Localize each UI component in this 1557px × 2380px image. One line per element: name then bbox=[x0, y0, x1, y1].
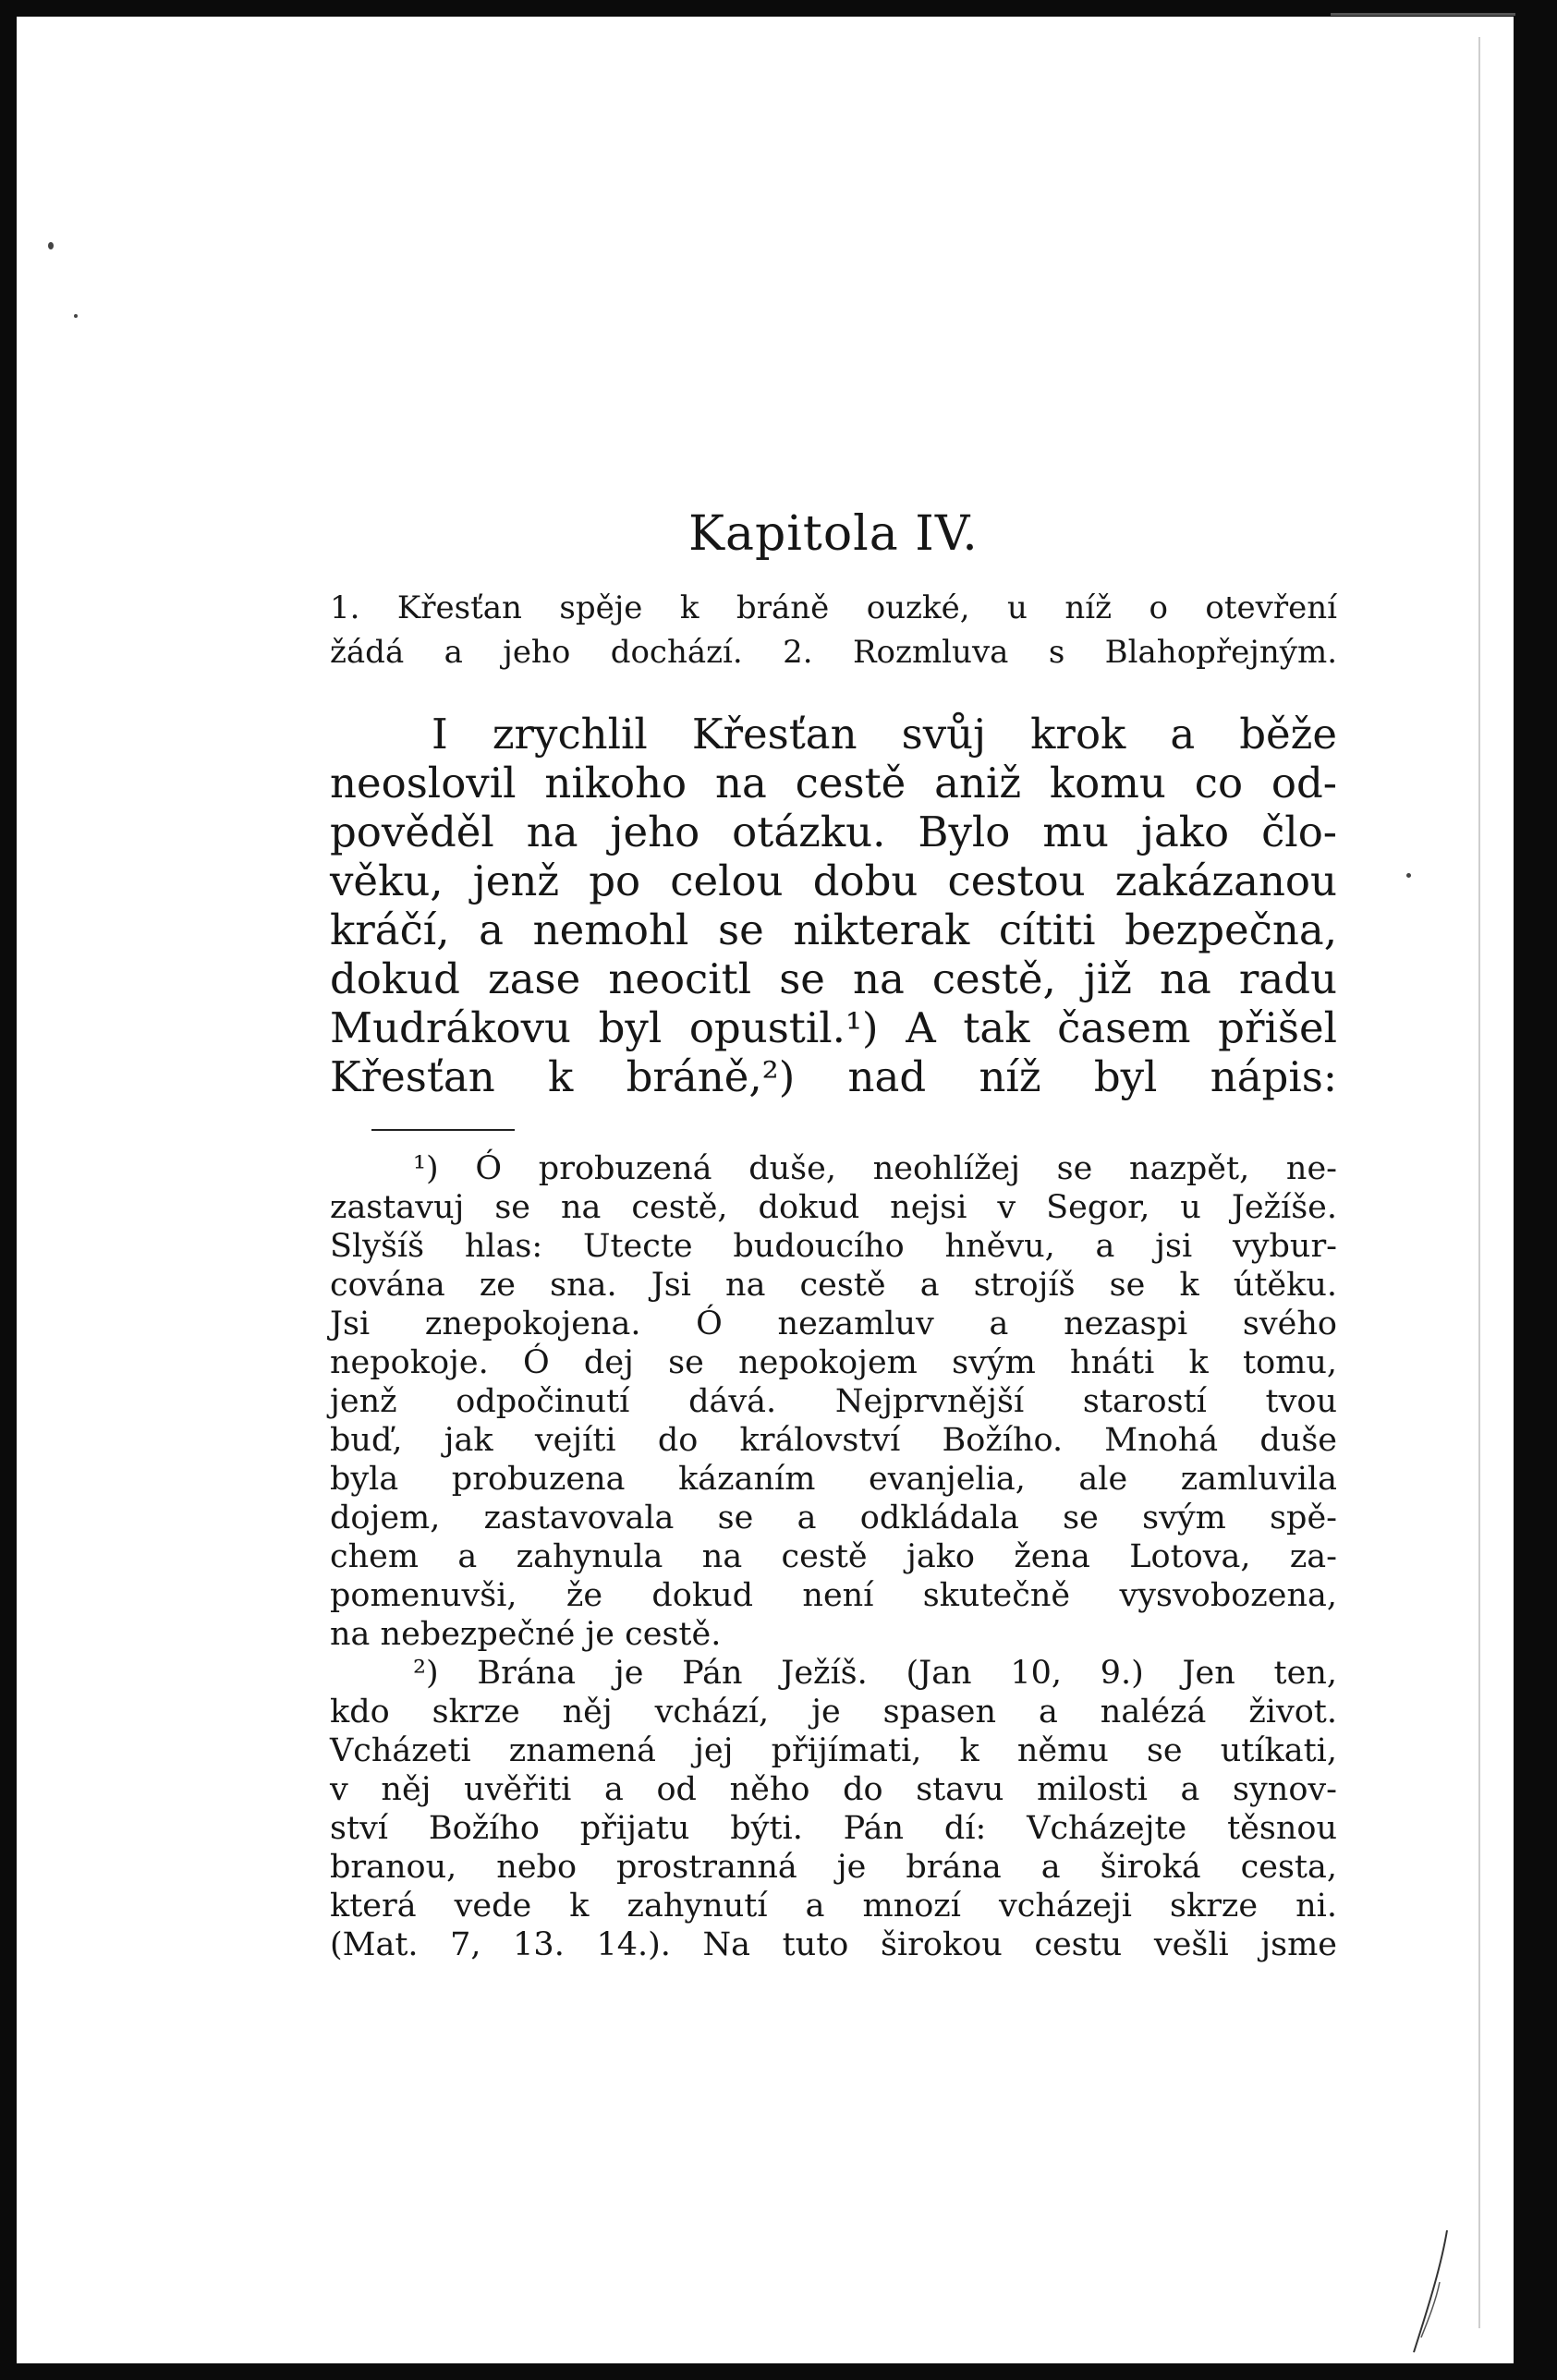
footnote-line: zastavuj se na cestě, dokud nejsi v Segor, u Ježíše. bbox=[330, 1189, 1337, 1226]
footnote-line: buď, jak vejíti do království Božího. Mnohá duše bbox=[330, 1422, 1337, 1459]
footnote-line: Jsi znepokojena. Ó nezamluv a nezaspi svého bbox=[330, 1305, 1337, 1342]
footnote-line: cována ze sna. Jsi na cestě a strojíš se k útěku. bbox=[330, 1267, 1337, 1304]
paper-speck bbox=[1406, 873, 1411, 878]
footnote-divider bbox=[371, 1129, 515, 1131]
footnote-line: v něj uvěřiti a od něho do stavu milosti a synov- bbox=[330, 1771, 1337, 1808]
main-text-line: pověděl na jeho otázku. Bylo mu jako člo- bbox=[330, 808, 1337, 856]
page-top-edge bbox=[1331, 13, 1515, 16]
footnote-line: pomenuvši, že dokud není skutečně vysvobozena, bbox=[330, 1577, 1337, 1614]
main-text-line: Křesťan k bráně,²) nad níž byl nápis: bbox=[330, 1052, 1337, 1101]
chapter-summary bbox=[330, 586, 1337, 674]
footnote-2 bbox=[330, 1654, 1337, 1964]
main-text-line: neoslovil nikoho na cestě aniž komu co od- bbox=[330, 759, 1337, 808]
summary-line: 1. Křesťan spěje k bráně ouzké, u níž o otevření bbox=[330, 589, 1337, 626]
footnote-line: (Mat. 7, 13. 14.). Na tuto širokou cestu vešli jsme bbox=[330, 1926, 1337, 1963]
pencil-mark-icon bbox=[1403, 2227, 1458, 2356]
page-fold-line bbox=[1478, 37, 1480, 2328]
paper-speck bbox=[48, 242, 54, 249]
main-text-line: věku, jenž po celou dobu cestou zakázanou bbox=[330, 856, 1337, 905]
footnote-line: chem a zahynula na cestě jako žena Lotova, za- bbox=[330, 1538, 1337, 1575]
main-text-line: I zrychlil Křesťan svůj krok a běže bbox=[432, 710, 1337, 759]
footnote-line: ¹) Ó probuzená duše, neohlížej se nazpět, ne- bbox=[413, 1150, 1337, 1187]
footnote-line: dojem, zastavovala se a odkládala se svým spě- bbox=[330, 1500, 1337, 1536]
footnote-line: byla probuzena kázaním evanjelia, ale zamluvila bbox=[330, 1461, 1337, 1498]
footnote-1 bbox=[330, 1149, 1337, 1654]
footnote-line: kdo skrze něj vchází, je spasen a nalézá život. bbox=[330, 1694, 1337, 1730]
footnote-line: nepokoje. Ó dej se nepokojem svým hnáti k tomu, bbox=[330, 1344, 1337, 1381]
main-paragraph bbox=[330, 710, 1337, 1101]
footnote-line: ²) Brána je Pán Ježíš. (Jan 10, 9.) Jen ten, bbox=[413, 1655, 1337, 1692]
footnote-line: která vede k zahynutí a mnozí vcházeji skrze ni. bbox=[330, 1888, 1337, 1925]
chapter-title: Kapitola IV. bbox=[688, 506, 979, 562]
main-text-line: Mudrákovu byl opustil.¹) A tak časem přišel bbox=[330, 1003, 1337, 1052]
footnote-line: na nebezpečné je cestě. bbox=[330, 1616, 722, 1653]
footnote-line: jenž odpočinutí dává. Nejprvnější starostí tvou bbox=[330, 1383, 1337, 1420]
main-text-line: dokud zase neocitl se na cestě, již na radu bbox=[330, 954, 1337, 1003]
footnote-line: ství Božího přijatu býti. Pán dí: Vcházejte těsnou bbox=[330, 1810, 1337, 1847]
summary-line: žádá a jeho dochází. 2. Rozmluva s Blahopřejným. bbox=[330, 634, 1337, 671]
footnote-line: Vcházeti znamená jej přijímati, k němu se utíkati, bbox=[330, 1732, 1337, 1769]
paper-speck bbox=[74, 314, 78, 318]
main-text-line: kráčí, a nemohl se nikterak cítiti bezpečna, bbox=[330, 905, 1337, 954]
page-content bbox=[330, 506, 1337, 1964]
footnote-line: branou, nebo prostranná je brána a široká cesta, bbox=[330, 1849, 1337, 1886]
footnote-line: Slyšíš hlas: Utecte budoucího hněvu, a jsi vybur- bbox=[330, 1228, 1337, 1265]
